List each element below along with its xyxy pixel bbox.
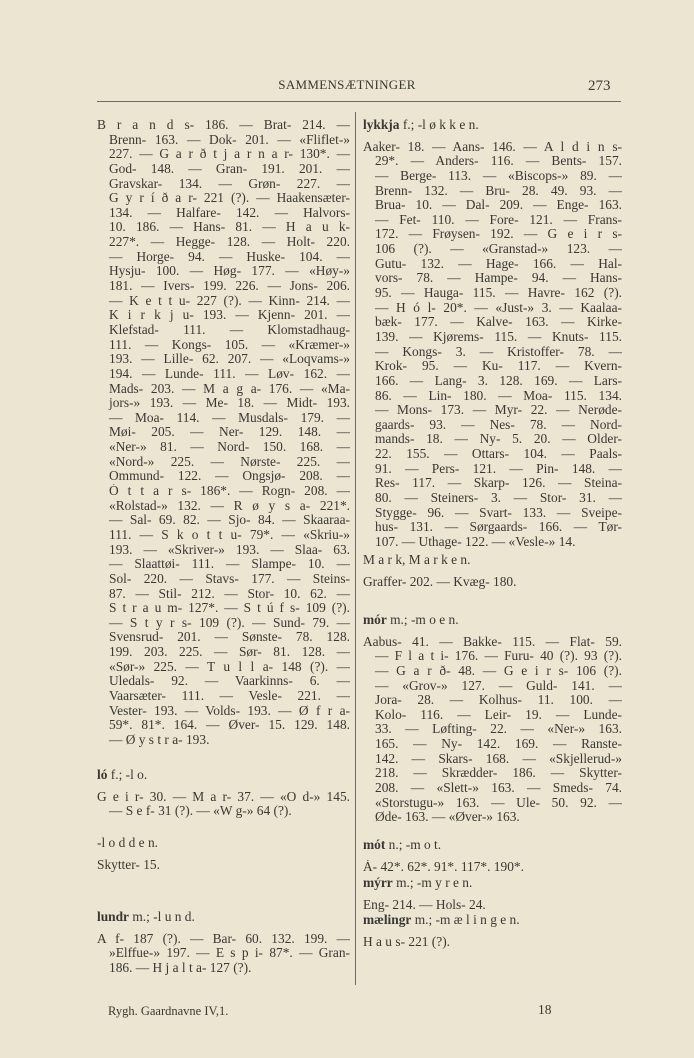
text-line: 111. — S k o t t u- 79*. — «Skriu-»: [109, 527, 350, 542]
text-line: 186. — H j a l t a- 127 (?).: [109, 960, 252, 975]
headword-grammar: f.; -l ø k k e n.: [399, 118, 479, 132]
text-line: 87. — Stil- 212. — Stor- 10. 62. —: [109, 586, 350, 601]
text-line: 193. — Lille- 62. 207. — «Loqvams-»: [109, 352, 350, 367]
text-line: B r a n d s- 186. — Brat- 214. —: [97, 118, 350, 132]
text-line: 80. — Steiners- 3. — Stor- 31. —: [375, 491, 622, 506]
text-line: — S e f- 31 (?). — «W g-» 64 (?).: [109, 804, 292, 819]
headword: ló: [97, 768, 108, 782]
text-line: Skytter- 15.: [97, 857, 160, 872]
text-line: 166. — Lang- 3. 128. 169. — Lars-: [375, 373, 622, 388]
text-line: 95. — Hauga- 115. — Havre- 162 (?).: [375, 286, 622, 301]
headword-grammar: f.; -l o.: [107, 768, 148, 782]
footer-sheet-number: 18: [538, 1002, 552, 1017]
headword-grammar: -l o d d e n.: [97, 836, 158, 850]
text-line: — H ó l- 20*. — «Just-» 3. — Kaalaa-: [375, 300, 622, 315]
text-line: hus- 131. — Sørgaards- 166. — Tør-: [375, 520, 622, 535]
entry-heading: [97, 910, 350, 925]
text-line: — Berge- 113. — «Biscops-» 89. —: [375, 168, 622, 183]
text-line: Møi- 205. — Ner- 129. 148. —: [109, 425, 350, 440]
text-line: — Ø y s t r a- 193.: [109, 732, 210, 747]
dictionary-entry: [97, 836, 350, 872]
headword: lykkja: [363, 118, 400, 132]
text-line: jors-» 193. — Me- 18. — Midt- 193.: [109, 396, 350, 411]
dictionary-entry: [97, 118, 350, 748]
text-line: — F l a t i- 176. — Furu- 40 (?). 93 (?).: [375, 649, 622, 664]
text-line: 142. — Skars- 168. — «Skjellerud-»: [375, 751, 622, 766]
text-line: Brenn- 132. — Bru- 28. 49. 93. —: [375, 183, 622, 198]
text-line: K i r k j u- 193. — Kjenn- 201. —: [109, 308, 350, 323]
text-line: Eng- 214. — Hols- 24.: [363, 897, 486, 912]
text-line: Klefstad- 111. — Klomstadhaug-: [109, 322, 350, 337]
text-line: — Sal- 69. 82. — Sjo- 84. — Skaaraa-: [109, 513, 350, 528]
text-line: Sol- 220. — Stavs- 177. — Steins-: [109, 571, 350, 586]
entry-heading: [97, 768, 350, 783]
text-line: gaards- 93. — Nes- 78. — Nord-: [375, 417, 622, 432]
text-line: 194. — Lunde- 111. — Løv- 162. —: [109, 366, 350, 381]
headword-grammar: m.; -m o e n.: [386, 613, 459, 627]
text-line: 10. 186. — Hans- 81. — H a u k-: [109, 220, 350, 235]
text-line: 218. — Skrædder- 186. — Skytter-: [375, 766, 622, 781]
text-line: S t r a u m- 127*. — S t ú f s- 109 (?).: [109, 601, 350, 616]
text-line: mands- 18. — Ny- 5. 20. — Older-: [375, 432, 622, 447]
text-line: Ommund- 122. — Ongsjø- 208. —: [109, 469, 350, 484]
headword: mór: [363, 613, 387, 627]
entry-heading: [363, 838, 622, 853]
text-line: Ó t t a r s- 186*. — Rogn- 208. —: [109, 484, 350, 499]
headword: mót: [363, 838, 386, 852]
headword-grammar: m.; -l u n d.: [129, 910, 195, 924]
text-line: 227. — G a r ð t j a r n a r- 130*. —: [109, 147, 350, 162]
text-line: «Rolstad-» 132. — R ø y s a- 221*.: [109, 498, 350, 513]
text-line: bæk- 177. — Kalve- 163. — Kirke-: [375, 315, 622, 330]
text-line: 107. — Uthage- 122. — «Vesle-» 14.: [375, 534, 576, 549]
text-line: God- 148. — Gran- 191. 201. —: [109, 161, 350, 176]
page-number: 273: [588, 78, 611, 94]
text-line: — Horge- 94. — Huske- 104. —: [109, 249, 350, 264]
text-line: Graffer- 202. — Kvæg- 180.: [363, 574, 517, 589]
text-line: Gutu- 132. — Hage- 166. — Hal-: [375, 256, 622, 271]
text-line: 91. — Pers- 121. — Pin- 148. —: [375, 461, 622, 476]
text-line: 139. — Kjørems- 115. — Knuts- 115.: [375, 329, 622, 344]
footer-signature: Rygh. Gaardnavne IV,1.: [108, 1004, 229, 1018]
text-line: Gravskar- 134. — Grøn- 227. —: [109, 176, 350, 191]
headword-grammar: m.; -m æ l i n g e n.: [411, 913, 520, 927]
text-line: — G a r ð- 48. — G e i r s- 106 (?).: [375, 663, 622, 678]
text-line: — Fet- 110. — Fore- 121. — Frans-: [375, 212, 622, 227]
entry-heading: [363, 876, 622, 891]
dictionary-entry: [363, 553, 622, 589]
dictionary-entry: [363, 118, 622, 550]
entry-heading: [363, 913, 622, 928]
column-divider: [355, 112, 356, 985]
text-line: Brua- 10. — Dal- 209. — Enge- 163.: [375, 198, 622, 213]
text-line: 134. — Halfare- 142. — Halvors-: [109, 205, 350, 220]
entry-heading: [363, 118, 622, 133]
text-line: «Sør-» 225. — T u l l a- 148 (?). —: [109, 659, 350, 674]
entry-heading: [97, 836, 350, 851]
text-line: 29*. — Anders- 116. — Bents- 157.: [375, 154, 622, 169]
text-line: — S t y r s- 109 (?). — Sund- 79. —: [109, 615, 350, 630]
text-line: Aaker- 18. — Aans- 146. — A l d i n s-: [363, 139, 622, 154]
dictionary-entry: [363, 613, 622, 825]
text-line: Mads- 203. — M a g a- 176. — «Ma-: [109, 381, 350, 396]
header-rule: [97, 101, 621, 102]
text-line: Uledals- 92. — Vaarkinns- 6. —: [109, 674, 350, 689]
text-line: 59*. 81*. 164. — Øver- 15. 129. 148.: [109, 718, 350, 733]
running-header-title: SAMMENSÆTNINGER: [278, 77, 416, 92]
text-line: 208. — «Slett-» 163. — Smeds- 74.: [375, 781, 622, 796]
headword: mælingr: [363, 913, 412, 927]
text-line: Vaarsæter- 111. — Vesle- 221. —: [109, 688, 350, 703]
headword: mýrr: [363, 876, 393, 890]
text-line: 111. — Kongs- 105. — «Kræmer-»: [109, 337, 350, 352]
dictionary-entry: [97, 910, 350, 976]
text-line: 193. — «Skriver-» 193. — Slaa- 63.: [109, 542, 350, 557]
text-line: G e i r- 30. — M a r- 37. — «O d-» 145.: [97, 789, 350, 804]
text-line: «Ner-» 81. — Nord- 150. 168. —: [109, 440, 350, 455]
headword: lundr: [97, 910, 130, 924]
text-line: «Storstugu-» 163. — Ule- 50. 92. —: [375, 795, 622, 810]
headword-grammar: M a r k, M a r k e n.: [363, 553, 471, 567]
entry-heading: [363, 613, 622, 628]
text-line: «Nord-» 225. — Nørste- 225. —: [109, 454, 350, 469]
text-line: Brenn- 163. — Dok- 201. — «Fliflet-»: [109, 132, 350, 147]
text-line: 165. — Ny- 142. 169. — Ranste-: [375, 737, 622, 752]
text-line: 199. 203. 225. — Sør- 81. 128. —: [109, 645, 350, 660]
entry-heading: [363, 553, 622, 568]
text-line: 22. 155. — Ottars- 104. — Paals-: [375, 447, 622, 462]
text-line: — Moa- 114. — Musdals- 179. —: [109, 410, 350, 425]
text-line: »Elffue-» 197. — E s p i- 87*. — Gran-: [109, 946, 350, 961]
dictionary-entry: [363, 876, 622, 912]
dictionary-entry: [363, 913, 622, 949]
text-line: H a u s- 221 (?).: [363, 934, 451, 949]
text-line: Kolo- 116. — Leir- 19. — Lunde-: [375, 707, 622, 722]
text-line: Aabus- 41. — Bakke- 115. — Flat- 59.: [363, 634, 622, 649]
text-line: 172. — Frøysen- 192. — G e i r s-: [375, 227, 622, 242]
text-line: vors- 78. — Hampe- 94. — Hans-: [375, 271, 622, 286]
headword-grammar: n.; -m o t.: [385, 838, 442, 852]
text-line: — Slaattøi- 111. — Slampe- 10. —: [109, 557, 350, 572]
text-line: 227*. — Hegge- 128. — Holt- 220.: [109, 235, 350, 250]
text-line: — Mons- 173. — Myr- 22. — Nerøde-: [375, 403, 622, 418]
text-line: Hysju- 100. — Høg- 177. — «Høy-»: [109, 264, 350, 279]
text-line: Øde- 163. — «Øver-» 163.: [375, 810, 520, 825]
text-line: 106 (?). — «Granstad-» 123. —: [375, 242, 622, 257]
text-line: Svensrud- 201. — Sønste- 78. 128.: [109, 630, 350, 645]
text-line: Stygge- 96. — Svart- 133. — Sveipe-: [375, 505, 622, 520]
text-line: G y r í ð a r- 221 (?). — Haakensæter-: [109, 191, 350, 206]
text-line: — K e t t u- 227 (?). — Kinn- 214. —: [109, 293, 350, 308]
text-line: Jora- 28. — Kolhus- 11. 100. —: [375, 693, 622, 708]
text-line: A f- 187 (?). — Bar- 60. 132. 199. —: [97, 931, 350, 946]
text-line: Vester- 193. — Volds- 193. — Ø f r a-: [109, 703, 350, 718]
text-line: — «Grov-» 127. — Guld- 141. —: [375, 678, 622, 693]
text-line: 33. — Løfting- 22. — «Ner-» 163.: [375, 722, 622, 737]
text-line: — Kongs- 3. — Kristoffer- 78. —: [375, 344, 622, 359]
dictionary-entry: [363, 838, 622, 874]
headword-grammar: m.; -m y r e n.: [392, 876, 473, 890]
text-line: 181. — Ivers- 199. 226. — Jons- 206.: [109, 279, 350, 294]
dictionary-entry: [97, 768, 350, 819]
text-line: Res- 117. — Skarp- 126. — Steina-: [375, 476, 622, 491]
text-line: 86. — Lin- 180. — Moa- 115. 134.: [375, 388, 622, 403]
text-line: Krok- 95. — Ku- 117. — Kvern-: [375, 359, 622, 374]
text-line: Á- 42*. 62*. 91*. 117*. 190*.: [363, 859, 524, 874]
